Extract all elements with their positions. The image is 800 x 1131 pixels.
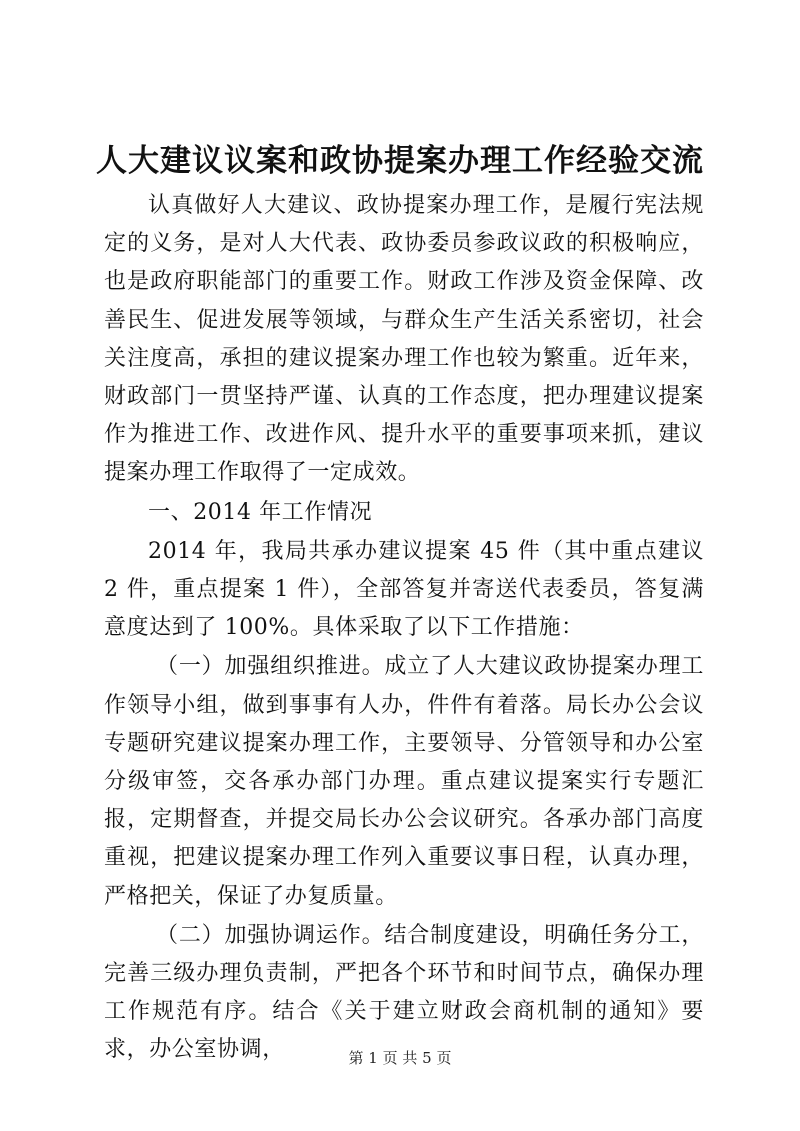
- document-title: 人大建议议案和政协提案办理工作经验交流: [96, 143, 704, 179]
- measure-paragraph-1: （一）加强组织推进。成立了人大建议政协提案办理工作领导小组，做到事事有人办，件件有着落。局长办公会议专题研究建议提案办理工作，主要领导、分管领导和办公室分级审签，交各承办部门办理。重点建议提案实行专题汇报，定期督查，并提交局长办公会议研究。各承办部门高度重视，把建议提案办理工作列入重要议事日程，认真办理，严格把关，保证了办复质量。: [104, 654, 704, 909]
- summary-paragraph: 2014 年，我局共承办建议提案 45 件（其中重点建议 2 件，重点提案 1 件），全部答复并寄送代表委员，答复满意度达到了 100%。具体采取了以下工作措施：: [104, 538, 704, 641]
- intro-paragraph: 认真做好人大建议、政协提案办理工作，是履行宪法规定的义务，是对人大代表、政协委员参政议政的积极响应，也是政府职能部门的重要工作。财政工作涉及资金保障、改善民生、促进发展等领域，与群众生产生活关系密切，社会关注度高，承担的建议提案办理工作也较为繁重。近年来，财政部门一贯坚持严谨、认真的工作态度，把办理建议提案作为推进工作、改进作风、提升水平的重要事项来抓，建议提案办理工作取得了一定成效。: [104, 193, 704, 486]
- document-body: [104, 187, 704, 1071]
- section-heading: 一、2014 年工作情况: [148, 499, 373, 525]
- page-footer: 第 1 页 共 5 页: [348, 1049, 452, 1067]
- measure-paragraph-2: （二）加强协调运作。结合制度建设，明确任务分工，完善三级办理负责制，严把各个环节和时间节点，确保办理工作规范有序。结合《关于建立财政会商机制的通知》要求，办公室协调，: [104, 922, 704, 1063]
